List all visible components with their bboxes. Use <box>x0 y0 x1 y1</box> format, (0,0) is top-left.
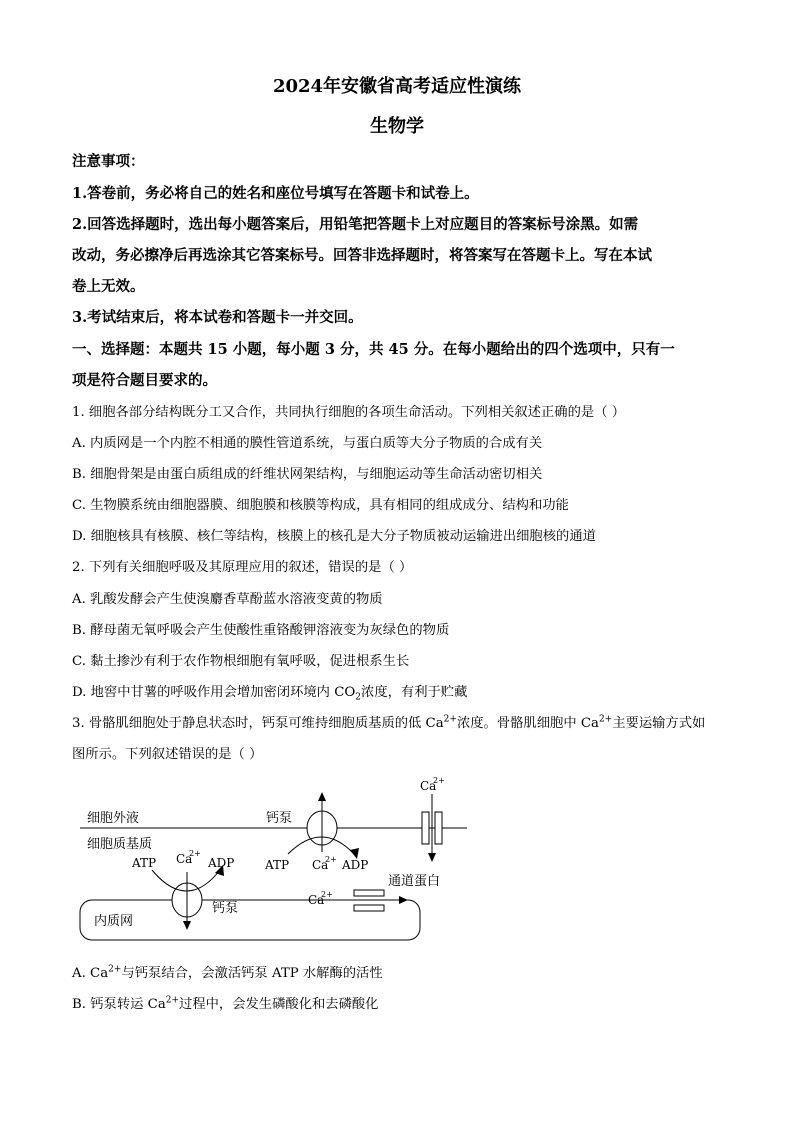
notice-item-2-line-3: 卷上无效。 <box>72 278 145 295</box>
q3-a-text: A. Ca <box>72 966 109 981</box>
er-channel-top <box>354 890 384 896</box>
calcium-transport-diagram <box>70 772 490 947</box>
notice-item-3: 3.考试结束后，将本试卷和答题卡一并交回。 <box>72 309 363 326</box>
er-label: 内质网 <box>94 914 134 929</box>
arrow-head <box>318 792 326 801</box>
q1-option-c: C. 生物膜系统由细胞器膜、细胞膜和核膜等构成，具有相同的组成成分、结构和功能 <box>72 498 569 513</box>
q1-option-b: B. 细胞骨架是由蛋白质组成的纤维状网架结构，与细胞运动等生命活动密切相关 <box>72 467 543 482</box>
ca-sup-er-channel: 2+ <box>321 890 333 899</box>
ca-superscript: 2+ <box>108 964 122 975</box>
co2-subscript: 2 <box>355 692 362 703</box>
extracellular-label: 细胞外液 <box>87 811 140 826</box>
arrow-head <box>428 853 436 862</box>
q1-option-d: D. 细胞核具有核膜、核仁等结构，核膜上的核孔是大分子物质被动运输进出细胞核的通道 <box>72 529 596 544</box>
ca-sup-channel: 2+ <box>433 776 445 785</box>
exam-title: 2024年安徽省高考适应性演练 <box>272 76 522 97</box>
q3-text-a: 3. 骨骼肌细胞处于静息状态时，钙泵可维持细胞质基质的低 Ca <box>72 716 444 731</box>
q2-option-b: B. 酵母菌无氧呼吸会产生使酸性重铬酸钾溶液变为灰绿色的物质 <box>72 623 450 638</box>
ca-label-top: Ca <box>312 858 329 872</box>
ca-superscript: 2+ <box>598 714 613 725</box>
q3-stem-line-2: 图所示。下列叙述错误的是（ ） <box>72 747 263 762</box>
ca-label-er: Ca <box>176 852 193 866</box>
ca-sup-er: 2+ <box>189 849 201 858</box>
q2-option-a: A. 乳酸发酵会产生使溴麝香草酚蓝水溶液变黄的物质 <box>72 592 383 607</box>
ca-superscript: 2+ <box>443 714 457 725</box>
adp-label-top: ADP <box>342 858 369 872</box>
q3-b-text: B. 钙泵转运 Ca <box>72 997 166 1012</box>
section-heading-line-1: 一、选择题：本题共 15 小题，每小题 3 分，共 45 分。在每小题给出的四个选项中，只有一 <box>72 341 675 358</box>
q3-option-a <box>72 962 383 981</box>
er-channel-bottom <box>354 905 384 911</box>
q2-option-d-text: D. 地窖中甘薯的呼吸作用会增加密闭环境内 CO <box>72 685 356 700</box>
pump-top-label: 钙泵 <box>266 811 293 826</box>
q2-option-c: C. 黏土掺沙有利于农作物根细胞有氧呼吸，促进根系生长 <box>72 654 410 669</box>
q3-text-b: 浓度。骨骼肌细胞中 Ca <box>456 716 599 731</box>
section-heading-line-2: 项是符合题目要求的。 <box>72 372 217 389</box>
notice-item-2-line-2: 改动，务必擦净后再选涂其它答案标号。回答非选择题时，将答案写在答题卡上。写在本试 <box>72 247 652 264</box>
q2-option-d <box>72 681 467 703</box>
ca-label-channel: Ca <box>420 779 437 793</box>
cytosol-label: 细胞质基质 <box>87 837 153 852</box>
atp-label-top: ATP <box>265 858 290 872</box>
ca-superscript: 2+ <box>165 995 180 1006</box>
channel-protein-left <box>422 812 429 844</box>
ca-label-er-channel: Ca <box>308 893 325 907</box>
channel-label: 通道蛋白 <box>388 874 441 889</box>
notice-item-1: 1.答卷前，务必将自己的姓名和座位号填写在答题卡和试卷上。 <box>72 185 479 202</box>
q3-text-c: 主要运输方式如 <box>612 716 706 731</box>
q2-option-d-text-end: 浓度，有利于贮藏 <box>361 685 468 700</box>
adp-label-er: ADP <box>208 856 235 870</box>
notice-heading: 注意事项： <box>72 153 145 170</box>
channel-protein-right <box>435 812 442 844</box>
q3-stem-line-1 <box>72 712 705 731</box>
q2-stem: 2. 下列有关细胞呼吸及其原理应用的叙述，错误的是（ ） <box>72 560 413 575</box>
q3-option-b <box>72 993 378 1012</box>
q1-option-a: A. 内质网是一个内腔不相通的膜性管道系统，与蛋白质等大分子物质的合成有关 <box>72 436 543 451</box>
q1-stem: 1. 细胞各部分结构既分工又合作，共同执行细胞的各项生命活动。下列相关叙述正确的是（ ） <box>72 405 626 420</box>
atp-label-er: ATP <box>132 856 157 870</box>
notice-item-2-line-1: 2.回答选择题时，选出每小题答案后，用铅笔把答题卡上对应题目的答案标号涂黑。如需 <box>72 216 639 233</box>
q3-b-text-end: 过程中，会发生磷酸化和去磷酸化 <box>179 997 379 1012</box>
pump-er-label: 钙泵 <box>212 901 239 916</box>
q3-a-text-end: 与钙泵结合，会激活钙泵 ATP 水解酶的活性 <box>121 966 383 981</box>
ca-sup-top: 2+ <box>325 855 337 864</box>
subject-title: 生物学 <box>370 116 424 137</box>
